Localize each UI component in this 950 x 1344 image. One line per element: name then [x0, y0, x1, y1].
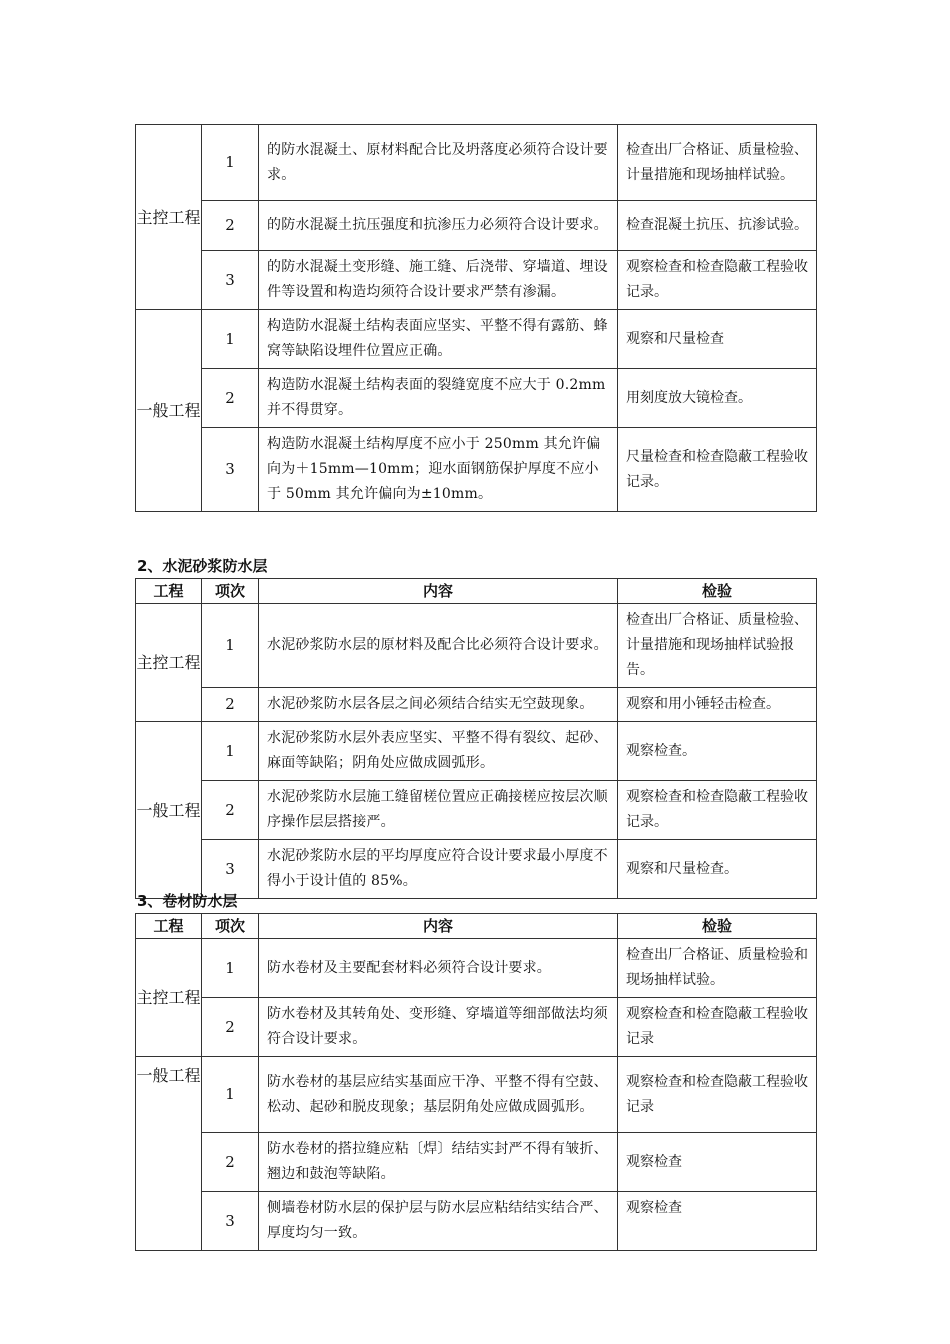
row-check: 检查出厂合格证、质量检验、计量措施和现场抽样试验。: [618, 125, 817, 201]
row-check: 观察检查和检查隐蔽工程验收记录。: [618, 781, 817, 840]
row-content: 水泥砂浆防水层施工缝留槎位置应正确接槎应按层次顺序操作层层搭接严。: [259, 781, 618, 840]
row-check: 检查出厂合格证、质量检验和现场抽样试验。: [618, 939, 817, 998]
row-content: 构造防水混凝土结构表面的裂缝宽度不应大于 0.2mm 并不得贯穿。: [259, 369, 618, 428]
row-number: 1: [202, 939, 259, 998]
row-check: 观察和尺量检查。: [618, 840, 817, 899]
row-content: 构造防水混凝土结构表面应坚实、平整不得有露筋、蜂窝等缺陷设埋件位置应正确。: [259, 310, 618, 369]
header-group: 工程: [136, 914, 202, 939]
row-content: 防水卷材及主要配套材料必须符合设计要求。: [259, 939, 618, 998]
group-main-control: 主控工程: [136, 604, 202, 722]
row-check: 检查混凝土抗压、抗渗试验。: [618, 201, 817, 251]
row-content: 构造防水混凝土结构厚度不应小于 250mm 其允许偏向为＋15mm—10mm；迎水面钢筋保护厚度不应小于 50mm 其允许偏向为±10mm。: [259, 428, 618, 512]
row-number: 2: [202, 998, 259, 1057]
section-title-membrane: 3、卷材防水层: [137, 892, 238, 910]
cement-mortar-inspection-table: [135, 578, 817, 899]
header-content: 内容: [259, 914, 618, 939]
group-main-control: 主控工程: [136, 939, 202, 1057]
row-check: 用刻度放大镜检查。: [618, 369, 817, 428]
row-content: 防水卷材的搭拉缝应粘〔焊〕结结实封严不得有皱折、翘边和鼓泡等缺陷。: [259, 1133, 618, 1192]
row-content: 的防水混凝土抗压强度和抗渗压力必须符合设计要求。: [259, 201, 618, 251]
row-content: 水泥砂浆防水层外表应坚实、平整不得有裂纹、起砂、麻面等缺陷；阴角处应做成圆弧形。: [259, 722, 618, 781]
group-general: 一般工程: [136, 1057, 202, 1251]
concrete-inspection-table: [135, 124, 817, 512]
group-general: 一般工程: [136, 310, 202, 512]
row-number: 2: [202, 781, 259, 840]
row-check: 观察检查: [618, 1192, 817, 1251]
row-check: 尺量检查和检查隐蔽工程验收记录。: [618, 428, 817, 512]
header-group: 工程: [136, 579, 202, 604]
row-check: 观察和尺量检查: [618, 310, 817, 369]
row-number: 3: [202, 428, 259, 512]
row-content: 侧墙卷材防水层的保护层与防水层应粘结结实结合严、厚度均匀一致。: [259, 1192, 618, 1251]
row-check: 检查出厂合格证、质量检验、计量措施和现场抽样试验报告。: [618, 604, 817, 688]
membrane-inspection-table: [135, 913, 817, 1251]
row-number: 3: [202, 840, 259, 899]
row-content: 水泥砂浆防水层各层之间必须结合结实无空鼓现象。: [259, 688, 618, 722]
row-content: 防水卷材及其转角处、变形缝、穿墙道等细部做法均须符合设计要求。: [259, 998, 618, 1057]
header-check: 检验: [618, 914, 817, 939]
row-check: 观察检查和检查隐蔽工程验收记录: [618, 1057, 817, 1133]
header-content: 内容: [259, 579, 618, 604]
row-number: 1: [202, 604, 259, 688]
section-title-cement-mortar: 2、水泥砂浆防水层: [137, 557, 268, 575]
header-no: 项次: [202, 914, 259, 939]
row-content: 水泥砂浆防水层的平均厚度应符合设计要求最小厚度不得小于设计值的 85%。: [259, 840, 618, 899]
row-check: 观察和用小锤轻击检查。: [618, 688, 817, 722]
row-check: 观察检查和检查隐蔽工程验收记录: [618, 998, 817, 1057]
row-number: 2: [202, 688, 259, 722]
header-check: 检验: [618, 579, 817, 604]
row-content: 的防水混凝土、原材料配合比及坍落度必须符合设计要求。: [259, 125, 618, 201]
row-number: 1: [202, 310, 259, 369]
row-number: 2: [202, 369, 259, 428]
row-number: 3: [202, 1192, 259, 1251]
row-check: 观察检查: [618, 1133, 817, 1192]
row-check: 观察检查。: [618, 722, 817, 781]
row-number: 2: [202, 201, 259, 251]
row-number: 1: [202, 722, 259, 781]
row-check: 观察检查和检查隐蔽工程验收记录。: [618, 251, 817, 310]
row-number: 3: [202, 251, 259, 310]
row-content: 水泥砂浆防水层的原材料及配合比必须符合设计要求。: [259, 604, 618, 688]
row-number: 2: [202, 1133, 259, 1192]
row-number: 1: [202, 125, 259, 201]
group-main-control: 主控工程: [136, 125, 202, 310]
row-content: 防水卷材的基层应结实基面应干净、平整不得有空鼓、松动、起砂和脱皮现象；基层阴角处应做成圆弧形。: [259, 1057, 618, 1133]
row-number: 1: [202, 1057, 259, 1133]
group-general: 一般工程: [136, 722, 202, 899]
row-content: 的防水混凝土变形缝、施工缝、后浇带、穿墙道、埋设件等设置和构造均须符合设计要求严禁有渗漏。: [259, 251, 618, 310]
header-no: 项次: [202, 579, 259, 604]
